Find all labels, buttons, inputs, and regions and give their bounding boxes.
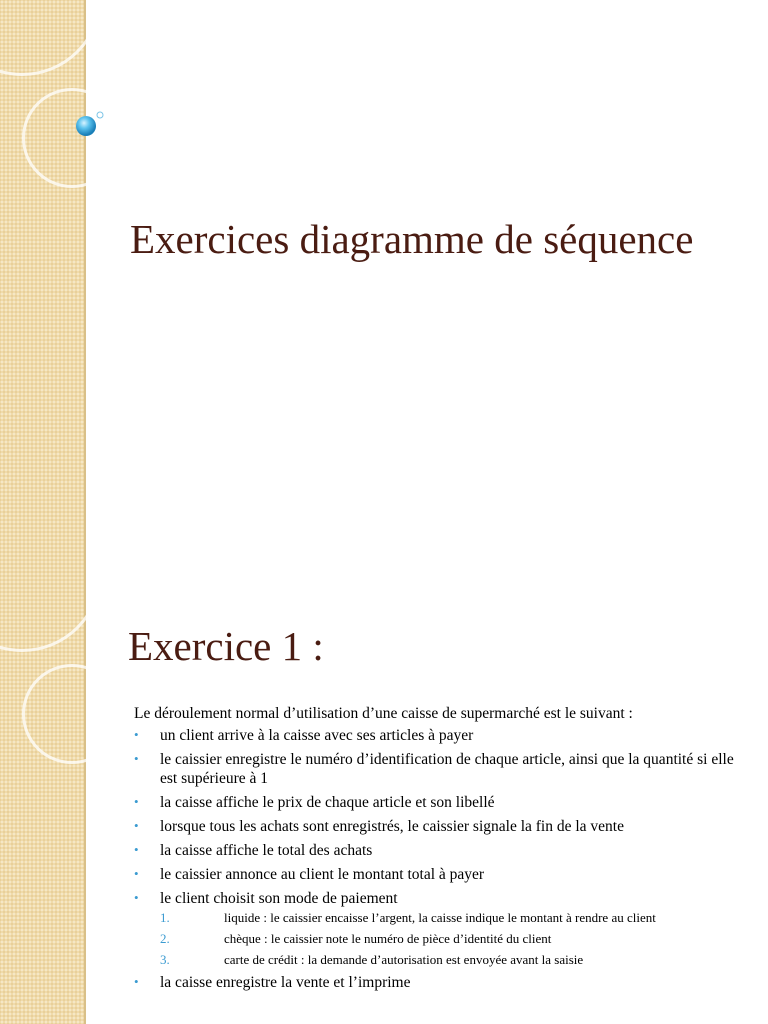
bullet-icon: • <box>134 866 139 881</box>
slide-2 <box>0 576 768 1024</box>
bullet-icon: • <box>134 974 139 989</box>
bullet-icon: • <box>134 818 139 833</box>
list-item: • le caissier enregistre le numéro d’identification de chaque article, ainsi que la quantité si elle est supérieure à 1 <box>134 751 734 787</box>
bullet-icon: • <box>134 751 139 766</box>
payment-methods-list <box>160 909 734 968</box>
list-item: • le caissier annonce au client le montant total à payer <box>134 866 485 883</box>
list-item: • la caisse affiche le total des achats <box>134 842 373 859</box>
sub-list-item: 2. chèque : le caissier note le numéro de pièce d’identité du client <box>160 931 552 946</box>
decorative-ring <box>0 576 102 652</box>
list-item: • le client choisit son mode de paiement 1. liquide : le caissier encaisse l’argent, la caisse indique le montant à rendre au client 2. chèque : le caissier note le numéro de pièce d’identité du client 3. carte de crédit : la demande d’autorisation est envoyée avant la saisie <box>134 889 734 968</box>
sub-list-item: 1. liquide : le caissier encaisse l’argent, la caisse indique le montant à rendre au client <box>160 910 656 925</box>
list-item: • lorsque tous les achats sont enregistrés, le caissier signale la fin de la vente <box>134 818 624 835</box>
bullet-icon: • <box>134 727 139 742</box>
decorative-ring <box>22 664 122 764</box>
decorative-side-band <box>0 576 86 1024</box>
list-item: • la caisse enregistre la vente et l’imprime <box>134 974 411 991</box>
exercise-body <box>134 704 734 997</box>
exercise-title: Exercice 1 : <box>128 623 324 669</box>
slide-gap <box>0 512 768 576</box>
steps-list <box>134 726 734 992</box>
page-title: Exercices diagramme de séquence <box>130 216 694 262</box>
sub-list-item: 3. carte de crédit : la demande d’autorisation est envoyée avant la saisie <box>160 952 584 967</box>
decorative-ring <box>0 0 102 76</box>
list-item: • un client arrive à la caisse avec ses articles à payer <box>134 727 474 744</box>
decorative-bubble-icon <box>70 106 110 146</box>
list-item: • la caisse affiche le prix de chaque article et son libellé <box>134 794 495 811</box>
bullet-icon: • <box>134 890 139 905</box>
intro-text: Le déroulement normal d’utilisation d’une caisse de supermarché est le suivant : <box>134 705 633 722</box>
decorative-side-band <box>0 512 86 576</box>
bullet-icon: • <box>134 794 139 809</box>
bullet-icon: • <box>134 842 139 857</box>
decorative-side-band <box>0 0 86 512</box>
